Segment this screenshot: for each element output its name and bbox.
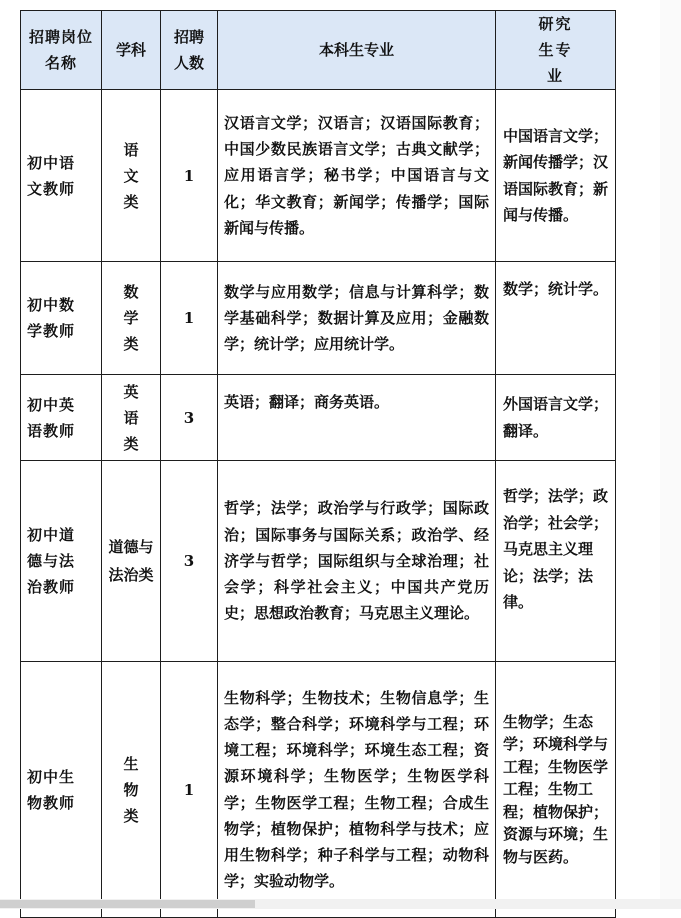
cell-grad-major: 生物学；生态学；环境科学与工程；生物医学工程；生物工程；植物保护；资源与环境；生物与医药。 — [496, 662, 616, 918]
cell-count: 1 — [161, 262, 218, 375]
cell-count: 1 — [161, 662, 218, 918]
cell-count: 3 — [161, 375, 218, 461]
cell-subject: 道德与法治类 — [102, 461, 161, 662]
cell-position: 初中语文教师 — [21, 90, 102, 262]
recruitment-table — [20, 10, 616, 918]
cell-grad-major: 中国语言文学；新闻传播学；汉语国际教育；新闻与传播。 — [496, 90, 616, 262]
cell-subject: 数学类 — [102, 262, 161, 375]
cell-undergrad-major: 汉语言文学；汉语言；汉语国际教育；中国少数民族语言文学；古典文献学；应用语言学；秘书学；中国语言与文化；华文教育；新闻学；传播学；国际新闻与传播。 — [218, 90, 496, 262]
header-position: 招聘岗位名称 — [21, 11, 102, 90]
scrollbar-gutter — [660, 0, 681, 899]
cell-position: 初中数学教师 — [21, 262, 102, 375]
cell-grad-major: 哲学；法学；政治学；社会学；马克思主义理论；法学；法律。 — [496, 461, 616, 662]
header-grad-major: 研究生专业 — [496, 11, 616, 90]
cell-grad-major: 数学；统计学。 — [496, 262, 616, 375]
cell-position: 初中生物教师 — [21, 662, 102, 918]
table-row — [21, 461, 616, 662]
cell-grad-major: 外国语言文学；翻译。 — [496, 375, 616, 461]
cell-undergrad-major: 英语；翻译；商务英语。 — [218, 375, 496, 461]
table-row — [21, 375, 616, 461]
cell-subject: 生物类 — [102, 662, 161, 918]
cell-undergrad-major: 生物科学；生物技术；生物信息学；生态学；整合科学；环境科学与工程；环境工程；环境科学；环境生态工程；资源环境科学；生物医学；生物医学科学；生物医学工程；生物工程；合成生物学；植物保护；植物科学与技术；应用生物科学；种子科学与工程；动物科学；实验动物学。 — [218, 662, 496, 918]
cell-undergrad-major: 数学与应用数学；信息与计算科学；数学基础科学；数据计算及应用；金融数学；统计学；应用统计学。 — [218, 262, 496, 375]
cell-subject: 语文类 — [102, 90, 161, 262]
cell-undergrad-major: 哲学；法学；政治学与行政学；国际政治；国际事务与国际关系；政治学、经济学与哲学；国际组织与全球治理；社会学；科学社会主义；中国共产党历史；思想政治教育；马克思主义理论。 — [218, 461, 496, 662]
cell-position: 初中英语教师 — [21, 375, 102, 461]
scrollbar-thumb[interactable] — [0, 900, 255, 908]
header-count: 招聘人数 — [161, 11, 218, 90]
table-row — [21, 90, 616, 262]
table-header-row — [21, 11, 616, 90]
header-undergrad-major: 本科生专业 — [218, 11, 496, 90]
cell-count: 1 — [161, 90, 218, 262]
table-row — [21, 262, 616, 375]
header-subject: 学科 — [102, 11, 161, 90]
cell-subject: 英语类 — [102, 375, 161, 461]
cell-count: 3 — [161, 461, 218, 662]
horizontal-scrollbar[interactable] — [0, 899, 681, 909]
table-row — [21, 662, 616, 918]
cell-position: 初中道德与法治教师 — [21, 461, 102, 662]
